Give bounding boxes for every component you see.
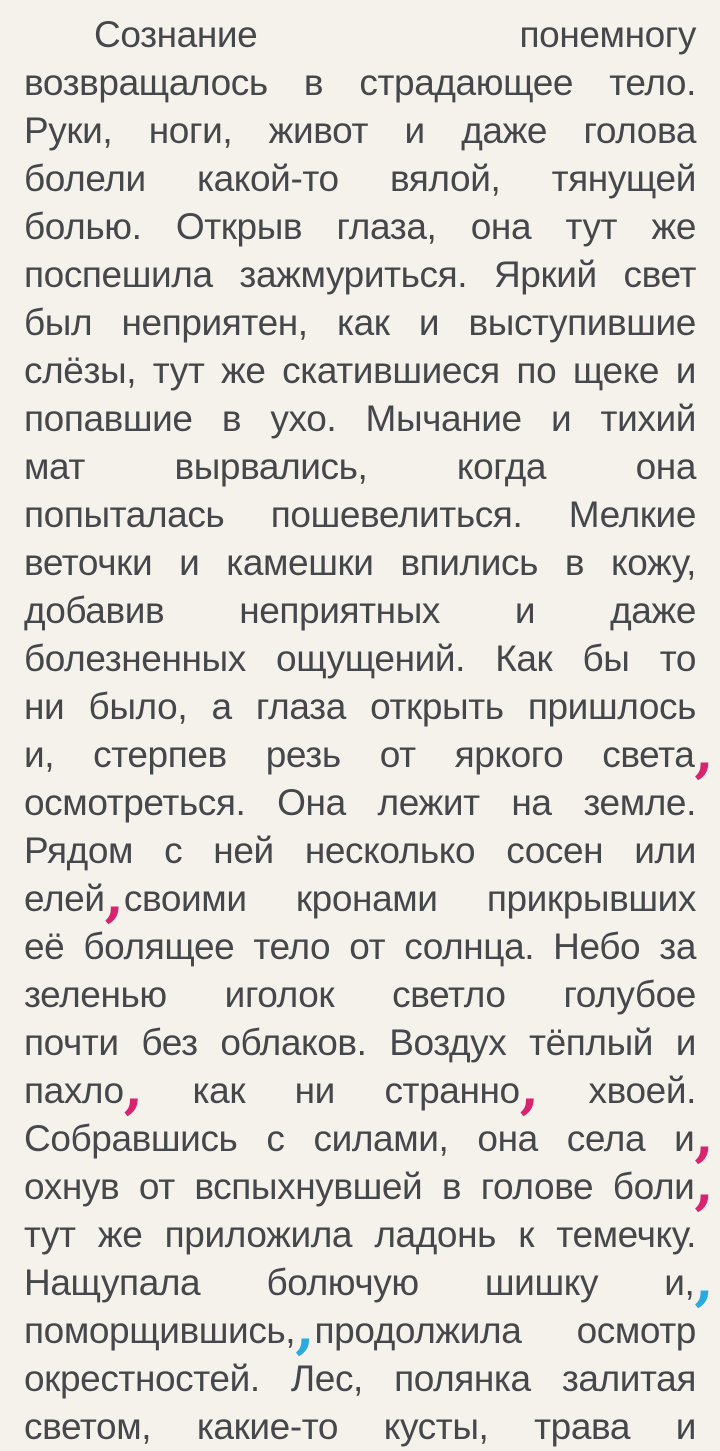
text-line <box>24 923 696 971</box>
text-line <box>24 1295 696 1361</box>
text-run: добавив неприятных и даже <box>24 590 696 631</box>
text-run: мат вырвались, когда она <box>24 446 696 487</box>
text-line <box>24 1055 696 1121</box>
text-run: Нащупала болючую шишку и, <box>24 1262 695 1303</box>
text-run: охнув от вспыхнувшей в голове боли <box>24 1166 695 1207</box>
text-run: возвращалось в страдающее тело. <box>24 62 696 103</box>
text-run: как ни странно <box>143 1070 520 1111</box>
text-run: елей <box>24 878 105 919</box>
text-run: поспешила зажмуриться. Яркий свет <box>24 254 696 295</box>
text-run: её болящее тело от солнца. Небо за <box>24 926 696 967</box>
text-line <box>24 1151 714 1217</box>
page-text <box>24 11 714 1451</box>
text-run: зеленью иголок светло голубое <box>24 974 696 1015</box>
text-run: болезненных ощущений. Как бы то <box>24 638 696 679</box>
text-line <box>24 779 696 827</box>
text-run: Сознание понемногу <box>94 14 696 55</box>
text-line <box>24 1403 696 1451</box>
correction-comma-blue[interactable]: , <box>295 1295 315 1361</box>
text-line <box>24 1211 696 1259</box>
correction-comma-pink[interactable]: , <box>123 1055 144 1121</box>
text-line <box>24 203 696 251</box>
text-line <box>24 587 696 635</box>
text-run: поморщившись, <box>24 1310 296 1351</box>
text-line <box>24 11 696 59</box>
text-run: светом, какие-то кусты, трава и <box>24 1406 696 1447</box>
text-line <box>24 443 696 491</box>
text-line <box>24 1103 714 1169</box>
correction-comma-pink[interactable]: , <box>694 719 714 785</box>
text-run: хвоей. <box>539 1070 696 1111</box>
correction-comma-pink[interactable]: , <box>104 863 124 929</box>
text-line <box>24 971 696 1019</box>
text-line <box>24 863 696 929</box>
text-run: слёзы, тут же скатившиеся по щеке и <box>24 350 696 391</box>
text-run: болели какой-то вялой, тянущей <box>24 158 696 199</box>
text-run: окрестностей. Лес, полянка залитая <box>24 1358 696 1399</box>
text-line <box>24 347 696 395</box>
text-line <box>24 635 696 683</box>
text-run: Руки, ноги, живот и даже голова <box>24 110 696 151</box>
text-run: своими кронами прикрывших <box>123 878 696 919</box>
text-line <box>24 539 696 587</box>
text-run: веточки и камешки впились в кожу, <box>24 542 696 583</box>
correction-comma-blue[interactable]: , <box>694 1247 714 1313</box>
text-run: был неприятен, как и выступившие <box>24 302 696 343</box>
text-run: болью. Открыв глаза, она тут же <box>24 206 696 247</box>
text-line <box>24 827 696 875</box>
text-run: попыталась пошевелиться. Мелкие <box>24 494 696 535</box>
text-line <box>24 395 696 443</box>
text-run: попавшие в ухо. Мычание и тихий <box>24 398 696 439</box>
text-line <box>24 107 696 155</box>
text-line <box>24 59 696 107</box>
text-run: Рядом с ней несколько сосен или <box>24 830 696 871</box>
text-run: почти без облаков. Воздух тёплый и <box>24 1022 696 1063</box>
text-line <box>24 299 696 347</box>
text-run: ни было, а глаза открыть пришлось <box>24 686 696 727</box>
text-run: пахло <box>24 1070 124 1111</box>
text-line <box>24 683 696 731</box>
correction-comma-pink[interactable]: , <box>694 1103 714 1169</box>
correction-comma-pink[interactable]: , <box>694 1151 714 1217</box>
text-line <box>24 719 714 785</box>
text-run: Собравшись с силами, она села и <box>24 1118 695 1159</box>
correction-comma-pink[interactable]: , <box>519 1055 540 1121</box>
text-run: осмотреться. Она лежит на земле. <box>24 782 696 823</box>
text-line <box>24 251 696 299</box>
text-line <box>24 1355 696 1403</box>
text-line <box>24 1247 714 1313</box>
text-run: и, стерпев резь от яркого света <box>24 734 695 775</box>
text-run: тут же приложила ладонь к темечку. <box>24 1214 696 1255</box>
text-run: продолжила осмотр <box>314 1310 696 1351</box>
text-line <box>24 155 696 203</box>
text-line <box>24 491 696 539</box>
